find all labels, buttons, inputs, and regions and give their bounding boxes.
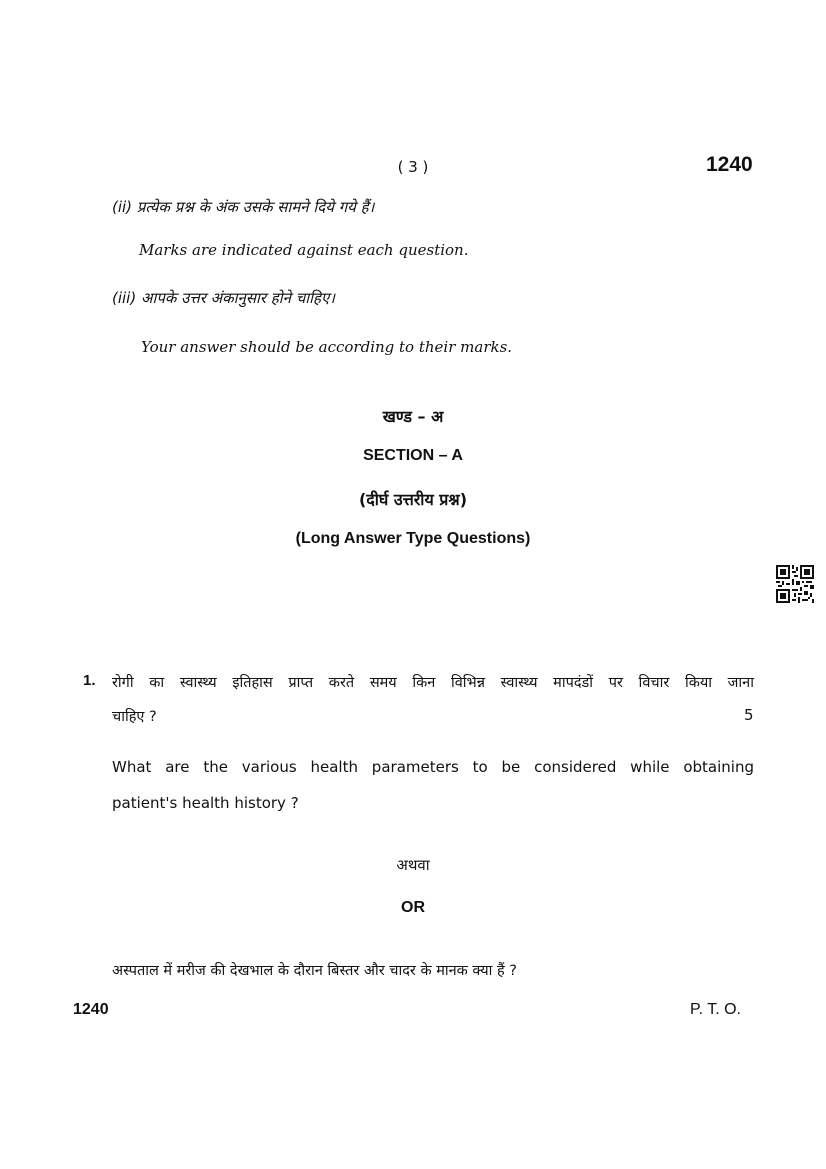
question-1-hindi-line2: चाहिए ? [112,709,157,725]
question-1-hindi-line1: रोगी का स्वास्थ्य इतिहास प्राप्त करते समय किन विभिन्न स्वास्थ्य मापदंडों पर विचार किया जाना [112,675,754,691]
qr-code-icon [776,565,814,603]
instruction-ii-hindi [112,197,374,217]
question-1-english-line1: What are the various health parameters to be considered while obtaining [112,758,754,776]
section-title: SECTION – A [363,447,463,464]
page-number: ( 3 ) [397,158,429,176]
instruction-iii-hindi [112,288,335,308]
section-subtitle: (Long Answer Type Questions) [295,530,531,547]
instruction-ii-hindi-text: प्रत्येक प्रश्न के अंक उसके सामने दिये गये हैं। [136,198,375,216]
instruction-iii-hindi-text: आपके उत्तर अंकानुसार होने चाहिए। [141,289,335,307]
instruction-ii-english: Marks are indicated against each question. [139,241,469,259]
question-1-alternative-hindi: अस्पताल में मरीज की देखभाल के दौरान बिस्तर और चादर के मानक क्या हैं ? [112,963,517,979]
paper-code-header: 1240 [706,153,753,176]
question-1-marks: 5 [744,706,754,724]
paper-code-footer: 1240 [73,1001,109,1018]
instruction-ii-marker: (ii) [112,198,133,216]
section-hindi-title: खण्ड – अ [382,407,444,426]
or-english: OR [401,899,425,916]
question-number: 1. [83,672,96,689]
or-hindi: अथवा [396,856,430,874]
pto-label: P. T. O. [690,1001,741,1018]
question-1-english-line2: patient's health history ? [112,794,299,812]
instruction-iii-marker: (iii) [112,289,137,307]
instruction-iii-english: Your answer should be according to their marks. [141,338,513,356]
section-hindi-subtitle: (दीर्घ उत्तरीय प्रश्न) [358,490,468,509]
